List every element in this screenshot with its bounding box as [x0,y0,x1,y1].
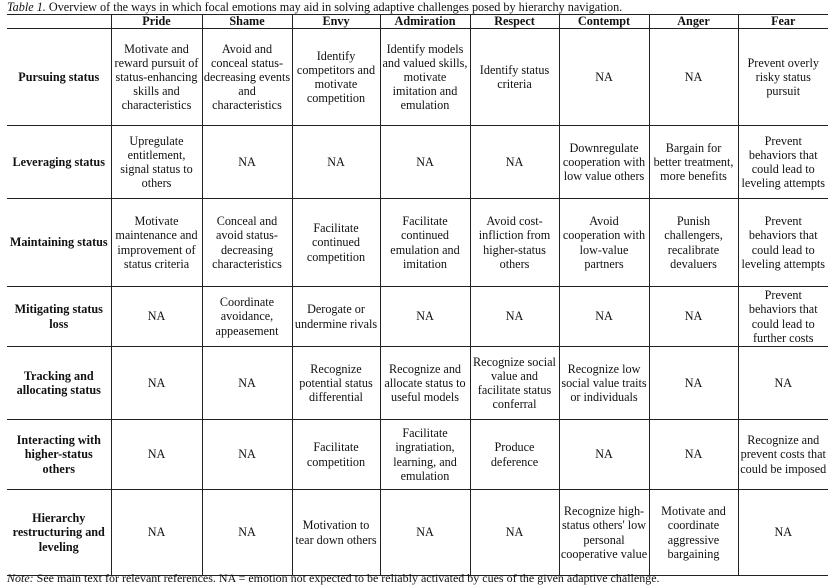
table-cell: Upregulate entitlement, signal status to others [111,126,202,199]
column-header-contempt: Contempt [559,15,649,29]
table-cell: NA [202,126,292,199]
table-cell: Recognize potential status differential [292,347,380,420]
table-cell: NA [202,347,292,420]
table-cell: NA [738,347,828,420]
table-cell: Motivate maintenance and improvement of status criteria [111,199,202,287]
table-row [7,29,828,126]
table-cell: NA [470,490,559,576]
note-label: Note: [7,571,34,585]
caption-text: Overview of the ways in which focal emotions may aid in solving adaptive challenges posed by hierarchy navigation. [45,0,623,14]
table-cell: Recognize and prevent costs that could be imposed [738,420,828,490]
table-row [7,490,828,576]
note-text: See main text for relevant references. NA = emotion not expected to be reliably activated by cues of the given adaptive challenge. [33,571,660,585]
table-row [7,199,828,287]
table-row [7,347,828,420]
table-cell: Avoid cost-infliction from higher-status others [470,199,559,287]
table-cell: NA [649,347,738,420]
table-cell: Recognize and allocate status to useful models [380,347,470,420]
table-cell: Recognize high-status others' low personal cooperative value [559,490,649,576]
table-cell: Motivate and coordinate aggressive bargaining [649,490,738,576]
table-cell: NA [111,490,202,576]
table-cell: NA [559,287,649,347]
column-header-admiration: Admiration [380,15,470,29]
table-cell: Bargain for better treatment, more benefits [649,126,738,199]
row-header-interacting-higher-status: Interacting with higher-status others [7,420,111,490]
table-cell: NA [649,287,738,347]
table-cell: NA [470,287,559,347]
header-row [7,15,828,29]
table-cell: Downregulate cooperation with low value others [559,126,649,199]
table-cell: Facilitate continued emulation and imitation [380,199,470,287]
table-cell: NA [649,29,738,126]
table-cell: Prevent behaviors that could lead to leveling attempts [738,199,828,287]
row-header-pursuing-status: Pursuing status [7,29,111,126]
table-cell: Prevent behaviors that could lead to leveling attempts [738,126,828,199]
column-header-pride: Pride [111,15,202,29]
table-cell: Identify status criteria [470,29,559,126]
table-cell: Prevent behaviors that could lead to further costs [738,287,828,347]
table-cell: NA [292,126,380,199]
row-header-tracking-allocating-status: Tracking and allocating status [7,347,111,420]
table-cell: Avoid cooperation with low-value partners [559,199,649,287]
table-cell: Produce deference [470,420,559,490]
table-cell: NA [738,490,828,576]
table-cell: NA [380,287,470,347]
table-cell: NA [111,287,202,347]
table-cell: NA [202,420,292,490]
column-header-respect: Respect [470,15,559,29]
table-container [7,14,828,576]
row-header-hierarchy-restructuring: Hierarchy restructuring and leveling [7,490,111,576]
table-cell: NA [559,420,649,490]
table-cell: Avoid and conceal status-decreasing events and characteristics [202,29,292,126]
table-cell: Recognize low social value traits or individuals [559,347,649,420]
column-header-shame: Shame [202,15,292,29]
table-cell: Motivate and reward pursuit of status-enhancing skills and characteristics [111,29,202,126]
table-cell: Identify competitors and motivate competition [292,29,380,126]
table-note [7,571,660,585]
table-cell: Identify models and valued skills, motivate imitation and emulation [380,29,470,126]
table-cell: NA [202,490,292,576]
table-row [7,126,828,199]
table-row [7,420,828,490]
table-cell: Motivation to tear down others [292,490,380,576]
table-caption [7,0,622,14]
table-cell: Derogate or undermine rivals [292,287,380,347]
column-header-envy: Envy [292,15,380,29]
table-cell: NA [649,420,738,490]
table-cell: NA [111,347,202,420]
table-cell: Facilitate continued competition [292,199,380,287]
table-cell: NA [380,126,470,199]
column-header-anger: Anger [649,15,738,29]
row-header-maintaining-status: Maintaining status [7,199,111,287]
column-header-fear: Fear [738,15,828,29]
caption-label: Table 1. [7,0,46,14]
table-cell: Facilitate competition [292,420,380,490]
table-cell: Facilitate ingratiation, learning, and emulation [380,420,470,490]
table-cell: Punish challengers, recalibrate devaluers [649,199,738,287]
table-cell: Recognize social value and facilitate status conferral [470,347,559,420]
table-row [7,287,828,347]
header-corner [7,15,111,29]
emotions-table [7,14,828,576]
table-cell: Prevent overly risky status pursuit [738,29,828,126]
table-cell: NA [470,126,559,199]
table-cell: NA [380,490,470,576]
table-cell: Coordinate avoidance, appeasement [202,287,292,347]
row-header-mitigating-status-loss: Mitigating status loss [7,287,111,347]
table-cell: Conceal and avoid status-decreasing characteristics [202,199,292,287]
table-cell: NA [559,29,649,126]
table-cell: NA [111,420,202,490]
row-header-leveraging-status: Leveraging status [7,126,111,199]
